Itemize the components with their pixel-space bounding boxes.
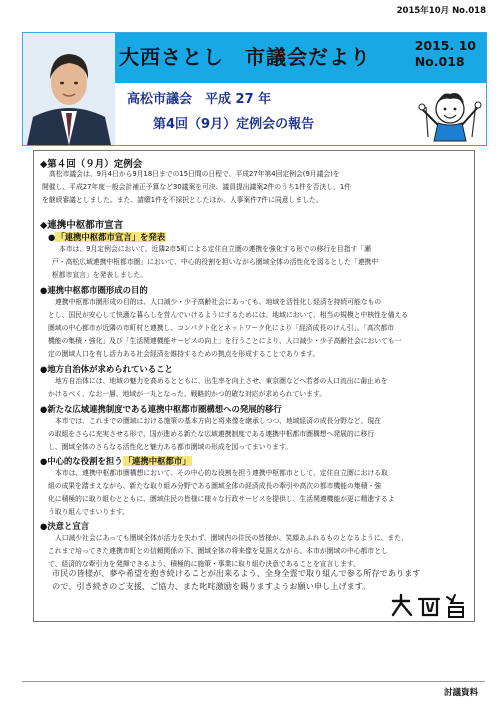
bullet-marker: ● [40,404,48,414]
closing-line: ので、引き続きのご支援、ご協力、また叱咤激励を賜りますようお願い申し上げます。 [52,581,371,591]
issue-date: 2015. 10 [414,38,476,53]
paragraph-line: 機能の集積・強化」及び「生活関連機能サービスの向上」を行うことにより、人口減少・少子高齢社会においても一 [48,337,402,345]
subheading-text: 地方自治体が求められていること [47,364,173,374]
subheading-text: 決意と宣言 [47,521,90,531]
footer-label: 討議資料 [443,688,478,698]
subheading-text: 新たな広域連携制度である連携中枢都市圏構想への発展的移行 [47,404,282,414]
body-local-government [48,375,470,401]
body-transition [48,415,470,454]
section-heading-session: ◆第４回（９月）定例会 [40,159,143,170]
footer-divider [22,681,485,682]
section-body-session [42,168,470,207]
subheading-text: 中心的な役割を担う [47,456,123,466]
paragraph-line: 本市では、これまでの圏域における施策の基本方向と将来像を継承しつつ、地域経済の成長分野など、現在 [55,417,381,425]
paragraph-line: 本市は、連携中枢都市圏構想において、その中心的な役割を担う連携中枢都市として、定住自立圏における取 [55,469,388,477]
body-purpose [48,296,470,361]
subheading-purpose [40,284,148,296]
body-central-role [48,467,470,519]
highlighted-title: 「連携中枢都市」 [123,456,191,466]
paragraph-line: とし、国民が安心して快適な暮らしを営んでいけるようにするためには、地域において、相当の規模と中核性を備える [48,311,409,319]
subheading-text: 連携中枢都市圏形成の目的 [47,285,148,295]
paragraph-line: て、経済的な牽引力を発揮できるよう、積極的に施策・事業に取り組む決意であることを宣言します。 [48,560,360,568]
cartoon-mascot-illustration [418,85,482,143]
paragraph-line: 高松市議会は、9月4日から9月18日までの15日間の日程で、平成27年第4回定例会(9月議会)を [49,170,340,178]
paragraph-line: 本市は、9月定例会において、近隣2市5町による定住自立圏の連携を強化する形での移行を目指す「瀬 [59,245,371,253]
body-declaration [52,243,470,282]
paragraph-line: 組の成果を踏まえながら、新たな取り組み分野である圏域全体の経済成長の牽引や高次の都市機能の集積・強 [48,482,382,490]
highlighted-title: 「連携中枢都市宣言」を発表 [56,232,166,242]
bullet-marker: ● [48,232,56,242]
issue-line: 2015年10月 No.018 [396,6,486,16]
bullet-marker: ● [40,521,48,531]
paragraph-line: う取り組んでまいります。 [48,508,130,516]
subtitle-assembly: 高松市議会 平成 27 年 [127,92,272,107]
subheading-local-government [40,363,173,375]
subheading-transition [40,403,282,415]
paragraph-line: 地方自治体には、地域の魅力を高めるとともに、出生率を向上させ、東京圏などへ若者の人口流出に歯止めを [55,377,388,385]
closing-message [52,567,420,593]
portrait-photo [23,33,115,145]
paragraph-line: 定の圏域人口を有し活力ある社会経済を維持するための拠点を形成することであります。 [48,350,320,358]
paragraph-line: を継続審議としました。また、請願1件を不採択としたほか、人事案件7件に同意しました。 [42,196,323,204]
handwritten-signature [389,593,469,619]
paragraph-line: 人口減少社会にあっても圏域全体が活力を失わず、圏域内の住民の皆様が、笑顔あふれるものとなるように、また、 [55,534,408,542]
section-heading-renkei: ◆連携中枢都市宣言 [40,220,124,231]
body-resolution [48,532,470,571]
paragraph-line: 開催し、平成27年度一般会計補正予算など30議案を可決、議員提出議案2件のうち1件を否決し、1件 [42,183,351,191]
subheading-declaration [48,231,166,243]
report-content [33,150,475,622]
paragraph-line: し、圏域全体のさらなる活性化と魅力ある都市圏域の形成を図ってまいります。 [48,443,293,451]
subheading-resolution [40,520,89,532]
bullet-marker: ● [40,285,48,295]
paragraph-line: これまで培ってきた連携市町との信頼関係の下、圏域全体の将来像を見据えながら、本市が圏域の中心都市とし [48,547,388,555]
bullet-marker: ● [40,364,48,374]
subheading-central-role [40,455,192,467]
closing-line: 市民の皆様が、夢や希望を抱き続けることが出来るよう、全身全霊で取り組んで参る所存であります [52,568,421,578]
bullet-marker: ● [40,456,48,466]
issue-number: No.018 [414,54,465,69]
paragraph-line: の取組をさらに充実させる形で、国が進める新たな広域連携制度である連携中枢都市圏構想へ発展的に移行 [48,430,375,438]
paragraph-line: 枢都市宣言」を発表しました。 [52,271,148,279]
issue-badge [415,38,476,70]
paragraph-line: かけるべく、なお一層、地域が一丸となった、戦略的かつ的確な対応が求められています。 [48,390,326,398]
paragraph-line: 化に積極的に取り組むとともに、圏域住民の皆様に様々な行政サービスを提供し、生活関連機能が更に精進するよ [48,495,395,503]
newsletter-title: 大西さとし 市議会だより [119,45,371,69]
paragraph-line: 圏域の中心都市が近隣の市町村と連携し、コンパクト化とネットワーク化により「経済成長のけん引」、「高次都市 [48,324,395,332]
paragraph-line: 連携中枢都市圏形成の目的は、人口減少・少子高齢社会にあっても、地域を活性化し経済を持続可能なもの [55,298,382,306]
header [22,32,487,146]
subtitle-session: 第4回（9月）定例会の報告 [153,117,315,132]
paragraph-line: 戸・高松広域連携中枢都市圏」において、中心的役割を担いながら圏域全体の活性化を図るとした「連携中 [52,258,379,266]
